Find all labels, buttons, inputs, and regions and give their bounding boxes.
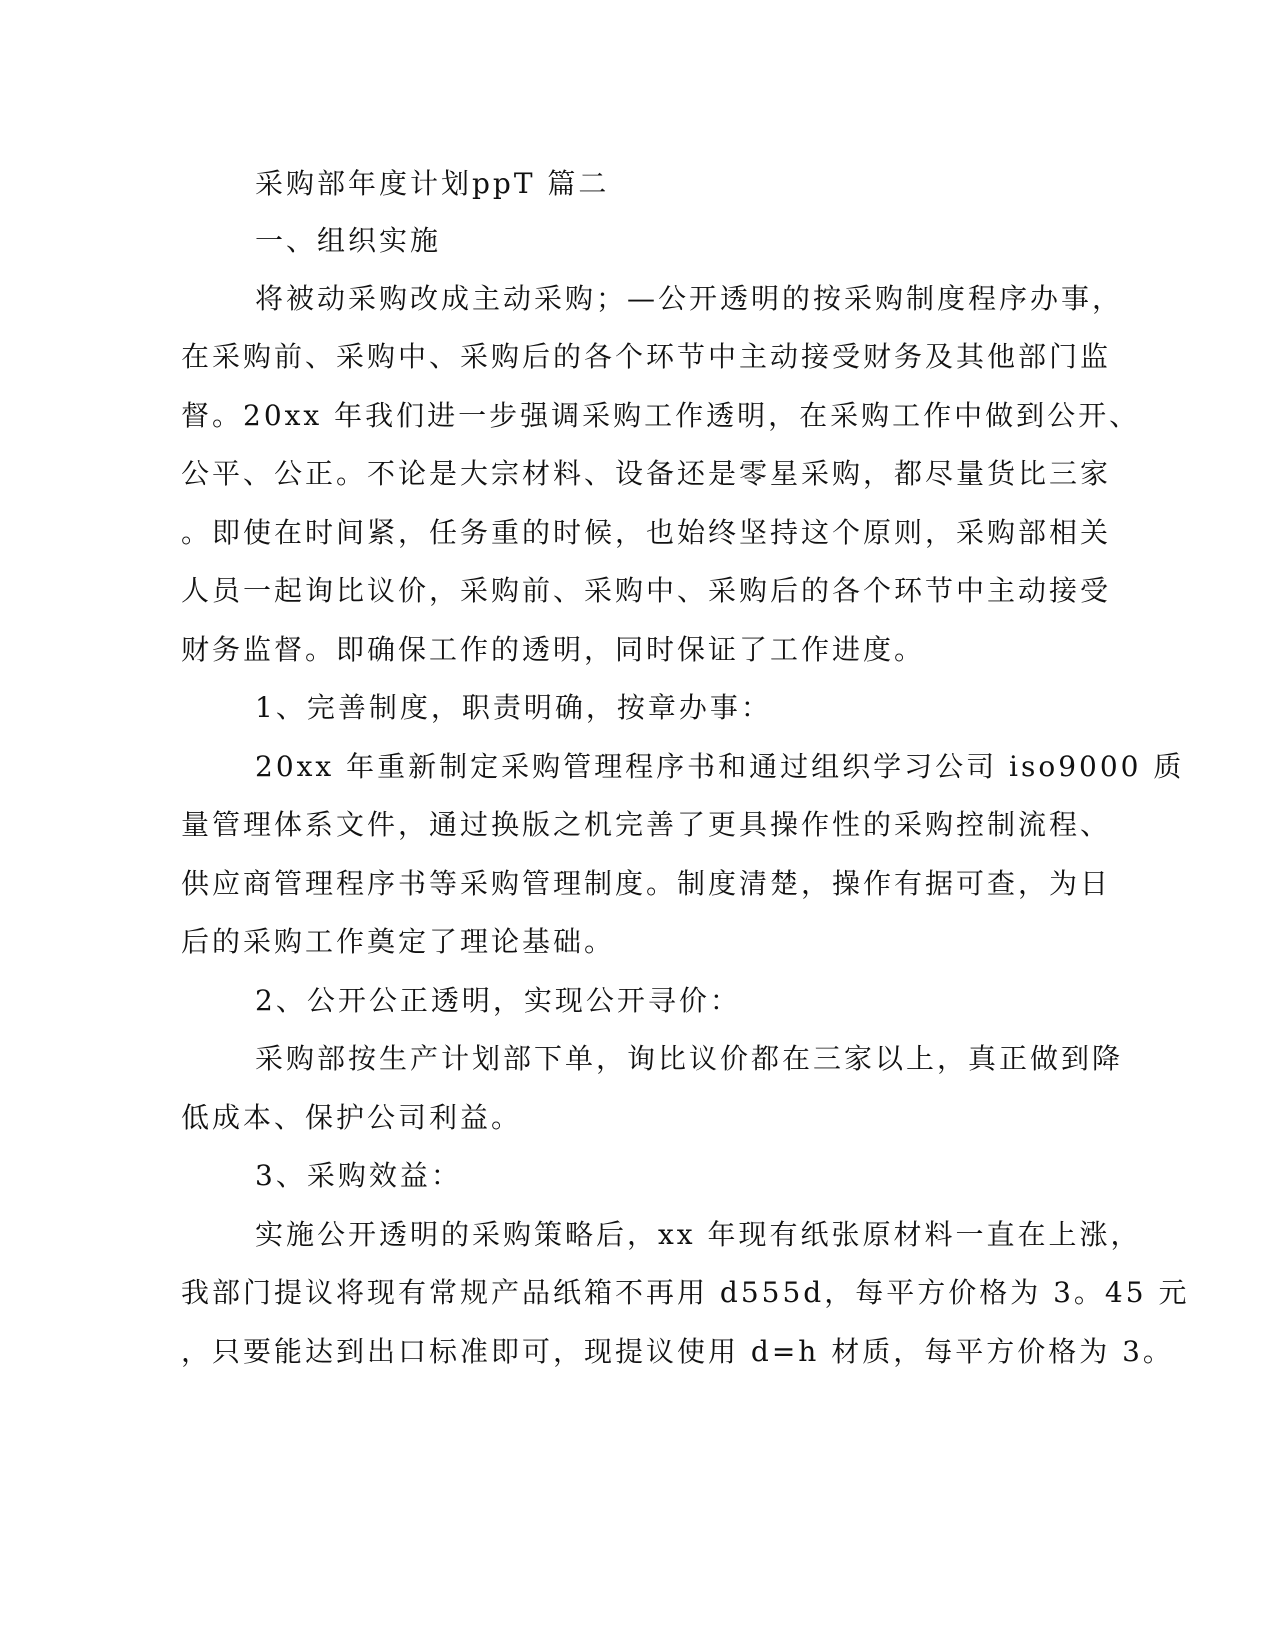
paragraph-line: 供应商管理程序书等采购管理制度。制度清楚，操作有据可查，为日 <box>181 867 1112 900</box>
subsection-heading: 2、公开公正透明，实现公开寻价： <box>255 984 741 1017</box>
paragraph-line: 采购部按生产计划部下单，询比议价都在三家以上，真正做到降 <box>255 1042 1124 1075</box>
paragraph-line: 20xx 年重新制定采购管理程序书和通过组织学习公司 iso9000 质 <box>255 750 1185 783</box>
paragraph-line: 财务监督。即确保工作的透明，同时保证了工作进度。 <box>181 633 926 666</box>
subsection-heading: 3、采购效益： <box>255 1159 462 1192</box>
paragraph-line: 督。20xx 年我们进一步强调采购工作透明，在采购工作中做到公开、 <box>181 399 1141 432</box>
paragraph-line: 将被动采购改成主动采购；—公开透明的按采购制度程序办事， <box>255 282 1124 315</box>
paragraph-line: 人员一起询比议价，采购前、采购中、采购后的各个环节中主动接受 <box>181 574 1112 607</box>
section-heading: 一、组织实施 <box>255 224 442 257</box>
paragraph-line: 。即使在时间紧，任务重的时候，也始终坚持这个原则，采购部相关 <box>181 516 1112 549</box>
paragraph-line: 我部门提议将现有常规产品纸箱不再用 d555d，每平方价格为 3。45 元 <box>181 1276 1190 1309</box>
subsection-heading: 1、完善制度，职责明确，按章办事： <box>255 691 772 724</box>
paragraph-line: 实施公开透明的采购策略后，xx 年现有纸张原材料一直在上涨， <box>255 1218 1142 1251</box>
paragraph-line: 后的采购工作奠定了理论基础。 <box>181 925 616 958</box>
paragraph-line: 在采购前、采购中、采购后的各个环节中主动接受财务及其他部门监 <box>181 340 1112 373</box>
document-title: 采购部年度计划ppT 篇二 <box>255 167 610 200</box>
paragraph-line: 公平、公正。不论是大宗材料、设备还是零星采购，都尽量货比三家 <box>181 457 1112 490</box>
paragraph-line: 低成本、保护公司利益。 <box>181 1101 523 1134</box>
paragraph-line: ，只要能达到出口标准即可，现提议使用 d=h 材质，每平方价格为 3。 <box>181 1335 1174 1368</box>
paragraph-line: 量管理体系文件，通过换版之机完善了更具操作性的采购控制流程、 <box>181 808 1112 841</box>
